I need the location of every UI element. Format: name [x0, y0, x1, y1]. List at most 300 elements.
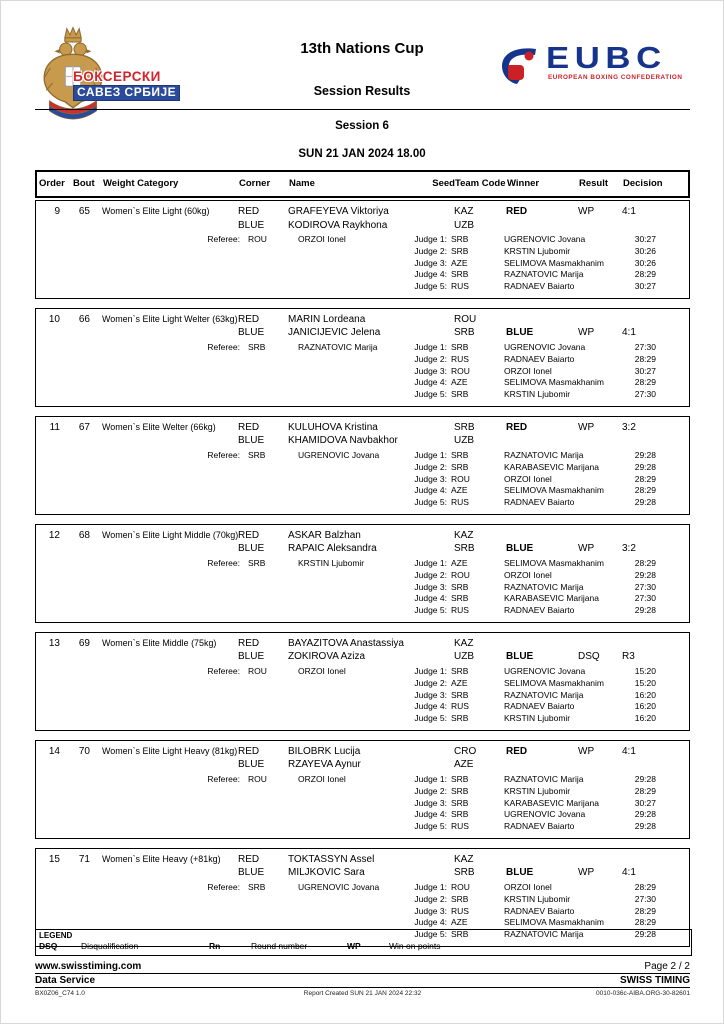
red-corner-row: [36, 853, 689, 867]
order-cell: [36, 434, 72, 448]
athlete-rows: [36, 745, 689, 772]
referee-label: Referee:: [207, 449, 240, 460]
judge-nation: SRB: [451, 785, 469, 796]
weight-cell: [102, 205, 238, 219]
judge-label: Judge 2:: [414, 245, 447, 256]
judge-label: Judge 2:: [414, 461, 447, 472]
seed-cell: [422, 745, 454, 759]
judge-row: [366, 666, 689, 678]
winner-cell: BLUE: [506, 651, 534, 663]
judge-score: 29:28: [634, 821, 656, 832]
judge-row: [366, 678, 689, 690]
judge-score: 27:30: [634, 341, 656, 352]
footer-line-2: [35, 975, 690, 988]
bout-list: [35, 200, 690, 947]
athlete-rows: [36, 313, 689, 340]
result-cell: [578, 219, 622, 233]
judge-row: [366, 713, 689, 725]
order-cell: [36, 758, 72, 772]
judge-nation: SRB: [451, 593, 469, 604]
judge-score: 30:27: [634, 797, 656, 808]
decision-cell: [622, 434, 689, 448]
weight-cell: [102, 637, 238, 651]
referee-name: UGRENOVIC Jovana: [298, 881, 380, 892]
judge-row: [366, 882, 689, 894]
judge-row: [366, 582, 689, 594]
judge-label: Judge 1:: [414, 773, 447, 784]
judge-label: Judge 1:: [414, 234, 447, 244]
judge-nation: ROU: [451, 473, 470, 484]
legend-key-dsq: DSQ: [39, 941, 58, 951]
judge-name: RAZNATOVIC Marija: [504, 929, 584, 940]
decision-cell: [622, 758, 689, 772]
corner-cell: RED: [238, 853, 260, 865]
judge-label: Judge 5:: [414, 497, 447, 508]
judge-row: [366, 497, 689, 509]
legend-label-dsq: Disqualification: [81, 941, 139, 951]
officials-section: [36, 558, 689, 617]
result-cell: WP: [578, 421, 595, 433]
athlete-rows: [36, 853, 689, 880]
col-header-name: Name: [289, 178, 315, 190]
footer-report-code: BX0Z06_C74 1.0: [35, 990, 85, 997]
judge-name: ORZOI Ionel: [504, 473, 552, 484]
weight-cell: [102, 434, 238, 448]
judge-score: 29:28: [634, 461, 656, 472]
result-cell: WP: [578, 745, 595, 757]
blue-corner-row: [36, 542, 689, 556]
order-cell: [36, 866, 72, 880]
referee-nation: SRB: [248, 341, 266, 352]
bout-block: [35, 308, 690, 407]
judge-score: 28:29: [634, 485, 656, 496]
judge-row: [366, 558, 689, 570]
judge-nation: SRB: [451, 245, 469, 256]
corner-cell: BLUE: [238, 867, 265, 879]
legend-row: [36, 941, 691, 952]
winner-cell: [506, 853, 578, 867]
judge-score: 29:28: [634, 449, 656, 460]
judge-label: Judge 3:: [414, 473, 447, 484]
judge-nation: SRB: [451, 797, 469, 808]
judge-name: ORZOI Ionel: [504, 881, 552, 892]
judge-score: 30:27: [634, 365, 656, 376]
judge-score: 30:27: [634, 234, 656, 244]
judge-name: KRSTIN Ljubomir: [504, 785, 571, 796]
judge-label: Judge 5:: [414, 713, 447, 724]
judge-row: [366, 462, 689, 474]
col-header-team-code: Team Code: [455, 178, 506, 190]
weight-cell: [102, 313, 238, 327]
weight-category-text: Women`s Elite Light Middle (70kg): [102, 529, 239, 541]
judge-name: RAZNATOVIC Marija: [504, 773, 584, 784]
result-cell: [578, 853, 622, 867]
footer-line-3: [35, 988, 690, 998]
order-cell: 13: [48, 637, 60, 649]
judge-name: UGRENOVIC Jovana: [504, 341, 586, 352]
decision-cell: 4:1: [622, 867, 636, 879]
officials-section: [36, 450, 689, 509]
weight-category-text: Women`s Elite Light Heavy (81kg): [102, 745, 238, 757]
referee-row: [36, 449, 380, 509]
judge-nation: SRB: [451, 713, 469, 724]
judge-name: KRSTIN Ljubomir: [504, 713, 571, 724]
col-header-result: Result: [579, 178, 609, 190]
referee-row: [36, 666, 366, 725]
referee-row: [36, 774, 366, 833]
judges-area: [366, 774, 689, 833]
col-header-order: Order: [39, 178, 65, 190]
judge-label: Judge 3:: [414, 905, 447, 916]
judge-nation: AZE: [451, 485, 468, 496]
decision-cell: [622, 529, 689, 543]
judge-name: KARABASEVIC Marijana: [504, 461, 599, 472]
corner-cell: RED: [238, 529, 260, 541]
judge-nation: SRB: [451, 773, 469, 784]
judge-name: SELIMOVA Masmakhanim: [504, 377, 604, 388]
seed-cell: [422, 313, 454, 327]
winner-cell: [506, 758, 578, 772]
judge-nation: RUS: [451, 497, 469, 508]
eubc-full-name: EUROPEAN BOXING CONFEDERATION: [548, 74, 683, 81]
judge-name: RADNAEV Baiarto: [504, 905, 575, 916]
judge-name: RADNAEV Baiarto: [504, 497, 575, 508]
judge-row: [366, 593, 689, 605]
referee-nation: SRB: [248, 557, 266, 568]
judge-label: Judge 4:: [414, 809, 447, 820]
seed-cell: [422, 326, 454, 340]
judge-label: Judge 3:: [414, 797, 447, 808]
name-cell: MILJKOVIC Sara: [288, 867, 365, 879]
page-title: 13th Nations Cup: [300, 40, 424, 57]
corner-cell: BLUE: [238, 327, 265, 339]
judge-label: Judge 5:: [414, 389, 447, 400]
legend-label-rn: Round number: [251, 941, 308, 951]
judge-nation: AZE: [451, 677, 468, 688]
bout-block: [35, 524, 690, 623]
referee-name: ORZOI Ionel: [298, 773, 346, 784]
name-cell: KODIROVA Raykhona: [288, 219, 388, 231]
result-cell: WP: [578, 206, 595, 217]
order-cell: 14: [48, 745, 60, 757]
team-cell: AZE: [454, 759, 474, 771]
referee-label: Referee:: [207, 881, 240, 892]
referee-nation: SRB: [248, 449, 266, 460]
result-cell: WP: [578, 327, 595, 339]
decision-cell: 4:1: [622, 206, 636, 217]
judge-nation: RUS: [451, 281, 469, 292]
decision-cell: [622, 637, 689, 651]
judge-score: 28:29: [634, 377, 656, 388]
judge-name: SELIMOVA Masmakhanim: [504, 557, 604, 568]
judge-row: [366, 690, 689, 702]
result-cell: DSQ: [578, 651, 600, 663]
athlete-rows: [36, 421, 689, 448]
header-divider: [35, 109, 690, 110]
judge-score: 28:29: [634, 785, 656, 796]
team-cell: KAZ: [454, 637, 474, 649]
legend-label-wp: Win on points: [389, 941, 441, 951]
name-cell: TOKTASSYN Assel: [288, 853, 375, 865]
judge-label: Judge 5:: [414, 281, 447, 292]
winner-cell: [506, 313, 578, 327]
judge-score: 29:28: [634, 809, 656, 820]
blue-corner-row: [36, 434, 689, 448]
corner-cell: BLUE: [238, 651, 265, 663]
decision-cell: R3: [622, 651, 635, 663]
corner-cell: RED: [238, 313, 260, 325]
team-cell: UZB: [454, 219, 474, 231]
judge-score: 28:29: [634, 353, 656, 364]
judge-score: 28:29: [634, 917, 656, 928]
judge-row: [366, 701, 689, 713]
order-cell: 15: [48, 853, 60, 865]
federation-name-line1: БОКСЕРСКИ: [73, 69, 161, 84]
judge-row: [366, 234, 689, 246]
judge-label: Judge 2:: [414, 353, 447, 364]
judge-nation: RUS: [451, 905, 469, 916]
team-cell: SRB: [454, 867, 475, 879]
judge-label: Judge 1:: [414, 557, 447, 568]
judges-area: [366, 666, 689, 725]
red-corner-row: [36, 421, 689, 435]
judge-label: Judge 2:: [414, 785, 447, 796]
judge-nation: AZE: [451, 257, 468, 268]
blue-corner-row: [36, 219, 689, 233]
team-cell: KAZ: [454, 529, 474, 541]
corner-cell: BLUE: [238, 219, 265, 231]
judge-name: UGRENOVIC Jovana: [504, 234, 586, 244]
referee-nation: ROU: [248, 665, 267, 676]
winner-cell: RED: [506, 745, 528, 757]
decision-cell: 4:1: [622, 327, 636, 339]
order-cell: 10: [48, 313, 60, 325]
decision-cell: [622, 853, 689, 867]
corner-cell: RED: [238, 745, 260, 757]
footer-page-number: Page 2 / 2: [644, 961, 690, 972]
team-cell: SRB: [454, 421, 475, 433]
officials-section: [36, 342, 689, 401]
judge-name: SELIMOVA Masmakhanim: [504, 917, 604, 928]
name-cell: BILOBRK Lucija: [288, 745, 361, 757]
eubc-acronym: EUBC: [546, 40, 667, 75]
referee-nation: ROU: [248, 234, 267, 244]
name-cell: KHAMIDOVA Navbakhor: [288, 435, 398, 447]
judge-row: [366, 570, 689, 582]
judge-row: [366, 354, 689, 366]
order-cell: 12: [48, 529, 60, 541]
judge-row: [366, 269, 689, 281]
judge-score: 16:20: [634, 701, 656, 712]
judge-row: [366, 474, 689, 486]
judge-name: KRSTIN Ljubomir: [504, 389, 571, 400]
athlete-rows: [36, 529, 689, 556]
judge-name: ORZOI Ionel: [504, 365, 552, 376]
judge-name: RADNAEV Baiarto: [504, 605, 575, 616]
legend-key-rn: Rn: [209, 941, 221, 951]
weight-category-text: Women`s Elite Middle (75kg): [102, 637, 217, 649]
name-cell: JANICIJEVIC Jelena: [288, 327, 381, 339]
judge-row: [366, 389, 689, 401]
judge-row: [366, 377, 689, 389]
judge-nation: SRB: [451, 665, 469, 676]
seed-cell: [422, 758, 454, 772]
weight-category-text: Women`s Elite Welter (66kg): [102, 421, 216, 433]
officials-section: [36, 234, 689, 293]
judge-row: [366, 774, 689, 786]
legend-title: LEGEND: [39, 931, 73, 940]
judge-label: Judge 4:: [414, 377, 447, 388]
corner-cell: RED: [238, 421, 260, 433]
team-cell: UZB: [454, 651, 474, 663]
referee-name: ORZOI Ionel: [298, 665, 346, 676]
judge-label: Judge 5:: [414, 929, 447, 940]
seed-cell: [422, 853, 454, 867]
referee-row: [36, 341, 378, 401]
judge-score: 16:20: [634, 713, 656, 724]
judge-name: KRSTIN Ljubomir: [504, 245, 571, 256]
judge-nation: RUS: [451, 821, 469, 832]
judge-name: RAZNATOVIC Marija: [504, 269, 584, 280]
judge-nation: SRB: [451, 893, 469, 904]
judge-row: [366, 450, 689, 462]
judge-score: 28:29: [634, 557, 656, 568]
judge-name: RADNAEV Baiarto: [504, 353, 575, 364]
judge-nation: ROU: [451, 881, 470, 892]
judge-nation: AZE: [451, 917, 468, 928]
judge-name: UGRENOVIC Jovana: [504, 665, 586, 676]
legend-key-wp: WP: [347, 941, 361, 951]
bout-cell: [72, 650, 102, 664]
name-cell: BAYAZITOVA Anastassiya: [288, 637, 404, 649]
weight-category-text: Women`s Elite Light Welter (63kg): [102, 313, 238, 325]
judge-nation: AZE: [451, 557, 468, 568]
red-corner-row: [36, 529, 689, 543]
decision-cell: 3:2: [622, 421, 636, 433]
judge-row: [366, 605, 689, 617]
corner-cell: RED: [238, 637, 260, 649]
judge-nation: SRB: [451, 689, 469, 700]
order-cell: [36, 219, 72, 233]
winner-cell: BLUE: [506, 543, 534, 555]
judge-name: RADNAEV Baiarto: [504, 281, 575, 292]
name-cell: GRAFEYEVA Viktoriya: [288, 206, 389, 217]
judge-score: 16:20: [634, 689, 656, 700]
judge-row: [366, 798, 689, 810]
judge-score: 29:28: [634, 605, 656, 616]
result-cell: [578, 529, 622, 543]
judge-score: 27:30: [634, 893, 656, 904]
winner-cell: BLUE: [506, 867, 534, 879]
judge-row: [366, 917, 689, 929]
athlete-rows: [36, 637, 689, 664]
seed-cell: [422, 542, 454, 556]
weight-cell: [102, 542, 238, 556]
judge-label: Judge 3:: [414, 581, 447, 592]
footer: [35, 961, 690, 998]
referee-nation: SRB: [248, 881, 266, 892]
judge-label: Judge 2:: [414, 569, 447, 580]
bout-cell: 69: [78, 637, 90, 649]
judge-nation: SRB: [451, 461, 469, 472]
name-cell: ASKAR Balzhan: [288, 529, 361, 541]
footer-service: Data Service: [35, 975, 96, 986]
weight-category-text: Women`s Elite Light (60kg): [102, 206, 210, 217]
red-corner-row: [36, 205, 689, 219]
seed-cell: [422, 205, 454, 219]
judges-area: [366, 558, 689, 617]
referee-row: [36, 558, 366, 617]
col-header-bout: Bout: [73, 178, 95, 190]
bout-block: [35, 632, 690, 731]
red-corner-row: [36, 313, 689, 327]
judge-score: 28:29: [634, 905, 656, 916]
judge-row: [366, 809, 689, 821]
referee-name: ORZOI Ionel: [298, 234, 346, 244]
judge-name: SELIMOVA Masmakhanim: [504, 677, 604, 688]
session-name: Session 6: [335, 120, 389, 132]
col-header-decision: Decision: [623, 178, 663, 190]
judge-label: Judge 4:: [414, 593, 447, 604]
judge-row: [366, 906, 689, 918]
referee-label: Referee:: [207, 557, 240, 568]
legend-box: [35, 929, 692, 956]
judge-label: Judge 5:: [414, 821, 447, 832]
session-datetime: SUN 21 JAN 2024 18.00: [298, 148, 426, 160]
judge-nation: SRB: [451, 929, 469, 940]
judge-label: Judge 1:: [414, 341, 447, 352]
judge-name: RADNAEV Baiarto: [504, 701, 575, 712]
judge-nation: RUS: [451, 701, 469, 712]
judge-name: RAZNATOVIC Marija: [504, 581, 584, 592]
judge-score: 29:28: [634, 497, 656, 508]
referee-label: Referee:: [207, 773, 240, 784]
footer-line-1: [35, 961, 690, 974]
order-cell: 9: [54, 206, 60, 217]
judges-area: [366, 234, 689, 293]
seed-cell: [422, 434, 454, 448]
judges-area: [366, 450, 689, 509]
corner-cell: BLUE: [238, 759, 265, 771]
footer-brand: SWISS TIMING: [620, 975, 690, 986]
col-header-seed: Seed: [432, 178, 455, 190]
judge-name: KRSTIN Ljubomir: [504, 893, 571, 904]
judge-nation: AZE: [451, 377, 468, 388]
judge-score: 27:30: [634, 581, 656, 592]
winner-cell: BLUE: [506, 327, 534, 339]
judge-nation: RUS: [451, 353, 469, 364]
weight-cell: [102, 326, 238, 340]
judge-nation: SRB: [451, 234, 469, 244]
corner-cell: RED: [238, 206, 260, 217]
blue-corner-row: [36, 758, 689, 772]
judge-nation: SRB: [451, 809, 469, 820]
judge-name: UGRENOVIC Jovana: [504, 809, 586, 820]
judge-row: [366, 246, 689, 258]
decision-cell: [622, 219, 689, 233]
col-header-winner: Winner: [507, 178, 540, 190]
eubc-boxing-glove-icon: [500, 46, 540, 86]
judge-score: 15:20: [634, 665, 656, 676]
judge-score: 29:28: [634, 929, 656, 940]
judge-label: Judge 2:: [414, 893, 447, 904]
referee-label: Referee:: [207, 234, 240, 244]
team-cell: CRO: [454, 745, 477, 757]
blue-corner-row: [36, 650, 689, 664]
judge-row: [366, 786, 689, 798]
judge-row: [366, 258, 689, 270]
judge-label: Judge 4:: [414, 701, 447, 712]
